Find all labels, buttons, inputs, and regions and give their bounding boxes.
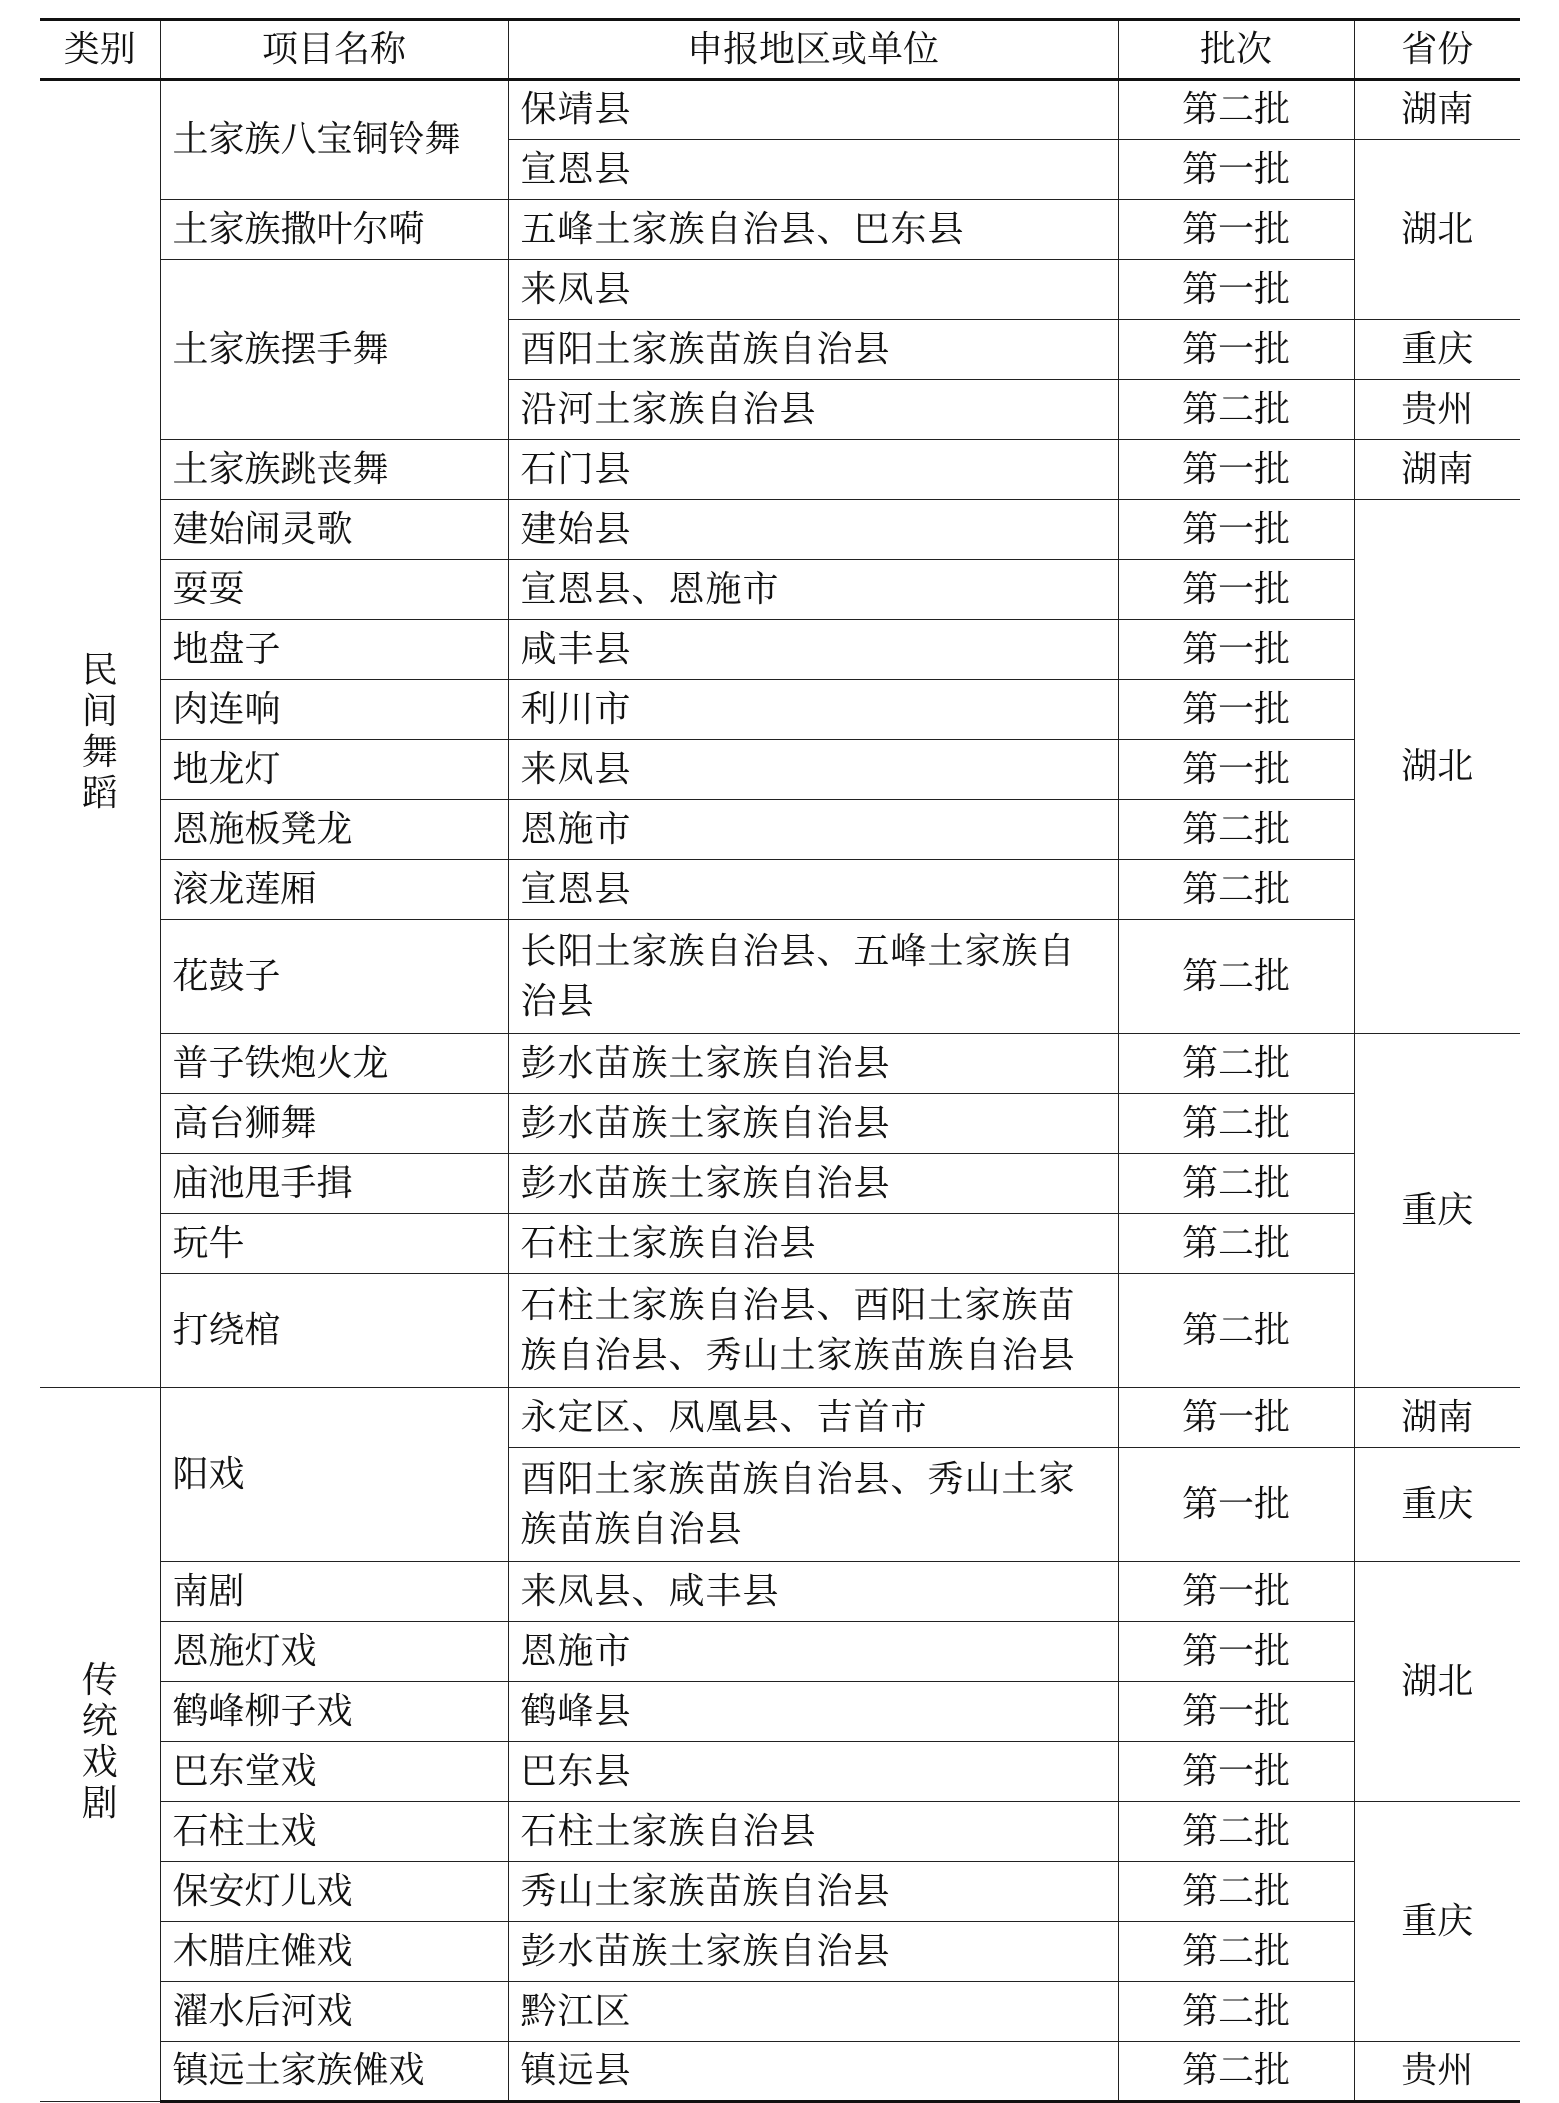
batch-cell: 第二批: [1118, 80, 1354, 140]
province-cell: 湖北: [1354, 500, 1520, 1034]
batch-cell: 第二批: [1118, 1154, 1354, 1214]
province-cell: 贵州: [1354, 2042, 1520, 2102]
region-cell: 彭水苗族土家族自治县: [508, 1922, 1118, 1982]
table-row: [40, 860, 1520, 920]
batch-cell: 第二批: [1118, 1802, 1354, 1862]
batch-cell: 第二批: [1118, 1862, 1354, 1922]
table-row: [40, 620, 1520, 680]
province-cell: 贵州: [1354, 380, 1520, 440]
project-name-cell: 南剧: [160, 1562, 508, 1622]
region-cell: 咸丰县: [508, 620, 1118, 680]
region-cell: 长阳土家族自治县、五峰土家族自治县: [508, 920, 1118, 1034]
batch-cell: 第一批: [1118, 620, 1354, 680]
category-label: 传统戏剧: [81, 1660, 118, 1824]
project-name-cell: 打绕棺: [160, 1274, 508, 1388]
project-name-cell: 土家族摆手舞: [160, 260, 508, 440]
batch-cell: 第二批: [1118, 1034, 1354, 1094]
header-region: 申报地区或单位: [508, 20, 1118, 80]
province-cell: 重庆: [1354, 320, 1520, 380]
project-name-cell: 石柱土戏: [160, 1802, 508, 1862]
batch-cell: 第二批: [1118, 1982, 1354, 2042]
batch-cell: 第一批: [1118, 1622, 1354, 1682]
project-name-cell: 保安灯儿戏: [160, 1862, 508, 1922]
table-row: [40, 1682, 1520, 1742]
project-name-cell: 镇远土家族傩戏: [160, 2042, 508, 2102]
table-row: [40, 1214, 1520, 1274]
project-name-cell: 普子铁炮火龙: [160, 1034, 508, 1094]
region-cell: 保靖县: [508, 80, 1118, 140]
region-cell: 宣恩县: [508, 140, 1118, 200]
region-cell: 五峰土家族自治县、巴东县: [508, 200, 1118, 260]
table-row: [40, 260, 1520, 320]
project-name-cell: 玩牛: [160, 1214, 508, 1274]
table-row: [40, 1742, 1520, 1802]
project-name-cell: 濯水后河戏: [160, 1982, 508, 2042]
batch-cell: 第二批: [1118, 1214, 1354, 1274]
province-cell: 湖北: [1354, 1562, 1520, 1802]
project-name-cell: 耍耍: [160, 560, 508, 620]
header-category: 类别: [40, 20, 160, 80]
batch-cell: 第一批: [1118, 1448, 1354, 1562]
category-cell: [40, 1388, 160, 2102]
region-cell: 酉阳土家族苗族自治县: [508, 320, 1118, 380]
region-cell: 沿河土家族自治县: [508, 380, 1118, 440]
table-row: [40, 1388, 1520, 1448]
project-name-cell: 土家族跳丧舞: [160, 440, 508, 500]
region-cell: 石柱土家族自治县、酉阳土家族苗族自治县、秀山土家族苗族自治县: [508, 1274, 1118, 1388]
project-name-cell: 鹤峰柳子戏: [160, 1682, 508, 1742]
table-row: [40, 1622, 1520, 1682]
batch-cell: 第一批: [1118, 260, 1354, 320]
table-row: [40, 1274, 1520, 1388]
region-cell: 鹤峰县: [508, 1682, 1118, 1742]
table-row: [40, 740, 1520, 800]
province-cell: 湖南: [1354, 440, 1520, 500]
project-name-cell: 高台狮舞: [160, 1094, 508, 1154]
table-row: [40, 80, 1520, 140]
project-name-cell: 地龙灯: [160, 740, 508, 800]
project-name-cell: 土家族八宝铜铃舞: [160, 80, 508, 200]
region-cell: 秀山土家族苗族自治县: [508, 1862, 1118, 1922]
region-cell: 恩施市: [508, 1622, 1118, 1682]
table-row: [40, 800, 1520, 860]
batch-cell: 第二批: [1118, 860, 1354, 920]
table-row: [40, 1802, 1520, 1862]
table-row: [40, 1922, 1520, 1982]
batch-cell: 第一批: [1118, 1742, 1354, 1802]
category-label: 民间舞蹈: [81, 649, 118, 814]
province-cell: 湖北: [1354, 140, 1520, 320]
project-name-cell: 阳戏: [160, 1388, 508, 1562]
region-cell: 宣恩县、恩施市: [508, 560, 1118, 620]
project-name-cell: 土家族撒叶尔嗬: [160, 200, 508, 260]
batch-cell: 第二批: [1118, 380, 1354, 440]
region-cell: 来凤县、咸丰县: [508, 1562, 1118, 1622]
table-row: [40, 440, 1520, 500]
table-row: [40, 1154, 1520, 1214]
table-row: [40, 200, 1520, 260]
province-cell: 重庆: [1354, 1802, 1520, 2042]
region-cell: 来凤县: [508, 260, 1118, 320]
project-name-cell: 木腊庄傩戏: [160, 1922, 508, 1982]
region-cell: 彭水苗族土家族自治县: [508, 1094, 1118, 1154]
batch-cell: 第一批: [1118, 140, 1354, 200]
header-row: [40, 20, 1520, 80]
region-cell: 石柱土家族自治县: [508, 1214, 1118, 1274]
project-name-cell: 恩施灯戏: [160, 1622, 508, 1682]
batch-cell: 第一批: [1118, 1682, 1354, 1742]
project-name-cell: 巴东堂戏: [160, 1742, 508, 1802]
batch-cell: 第二批: [1118, 1274, 1354, 1388]
project-name-cell: 恩施板凳龙: [160, 800, 508, 860]
batch-cell: 第一批: [1118, 680, 1354, 740]
region-cell: 巴东县: [508, 1742, 1118, 1802]
region-cell: 石柱土家族自治县: [508, 1802, 1118, 1862]
batch-cell: 第一批: [1118, 200, 1354, 260]
region-cell: 酉阳土家族苗族自治县、秀山土家族苗族自治县: [508, 1448, 1118, 1562]
batch-cell: 第一批: [1118, 440, 1354, 500]
region-cell: 来凤县: [508, 740, 1118, 800]
batch-cell: 第二批: [1118, 920, 1354, 1034]
batch-cell: 第一批: [1118, 1388, 1354, 1448]
batch-cell: 第一批: [1118, 560, 1354, 620]
region-cell: 黔江区: [508, 1982, 1118, 2042]
table-row: [40, 920, 1520, 1034]
region-cell: 永定区、凤凰县、吉首市: [508, 1388, 1118, 1448]
batch-cell: 第二批: [1118, 1922, 1354, 1982]
region-cell: 石门县: [508, 440, 1118, 500]
header-province: 省份: [1354, 20, 1520, 80]
region-cell: 彭水苗族土家族自治县: [508, 1154, 1118, 1214]
table-row: [40, 1562, 1520, 1622]
batch-cell: 第二批: [1118, 800, 1354, 860]
table-row: [40, 1094, 1520, 1154]
batch-cell: 第一批: [1118, 740, 1354, 800]
header-batch: 批次: [1118, 20, 1354, 80]
region-cell: 宣恩县: [508, 860, 1118, 920]
batch-cell: 第一批: [1118, 1562, 1354, 1622]
table-row: [40, 1862, 1520, 1922]
table-row: [40, 1034, 1520, 1094]
region-cell: 彭水苗族土家族自治县: [508, 1034, 1118, 1094]
batch-cell: 第一批: [1118, 320, 1354, 380]
table-row: [40, 680, 1520, 740]
region-cell: 建始县: [508, 500, 1118, 560]
project-name-cell: 建始闹灵歌: [160, 500, 508, 560]
batch-cell: 第二批: [1118, 1094, 1354, 1154]
project-name-cell: 庙池甩手揖: [160, 1154, 508, 1214]
table-row: [40, 1982, 1520, 2042]
category-cell: [40, 80, 160, 1388]
batch-cell: 第一批: [1118, 500, 1354, 560]
province-cell: 湖南: [1354, 80, 1520, 140]
province-cell: 重庆: [1354, 1448, 1520, 1562]
project-name-cell: 肉连响: [160, 680, 508, 740]
region-cell: 利川市: [508, 680, 1118, 740]
header-name: 项目名称: [160, 20, 508, 80]
region-cell: 恩施市: [508, 800, 1118, 860]
region-cell: 镇远县: [508, 2042, 1118, 2102]
province-cell: 重庆: [1354, 1034, 1520, 1388]
batch-cell: 第二批: [1118, 2042, 1354, 2102]
table-row: [40, 2042, 1520, 2102]
province-cell: 湖南: [1354, 1388, 1520, 1448]
heritage-table: [40, 18, 1520, 2103]
project-name-cell: 花鼓子: [160, 920, 508, 1034]
table-row: [40, 500, 1520, 560]
table-row: [40, 560, 1520, 620]
project-name-cell: 滚龙莲厢: [160, 860, 508, 920]
project-name-cell: 地盘子: [160, 620, 508, 680]
